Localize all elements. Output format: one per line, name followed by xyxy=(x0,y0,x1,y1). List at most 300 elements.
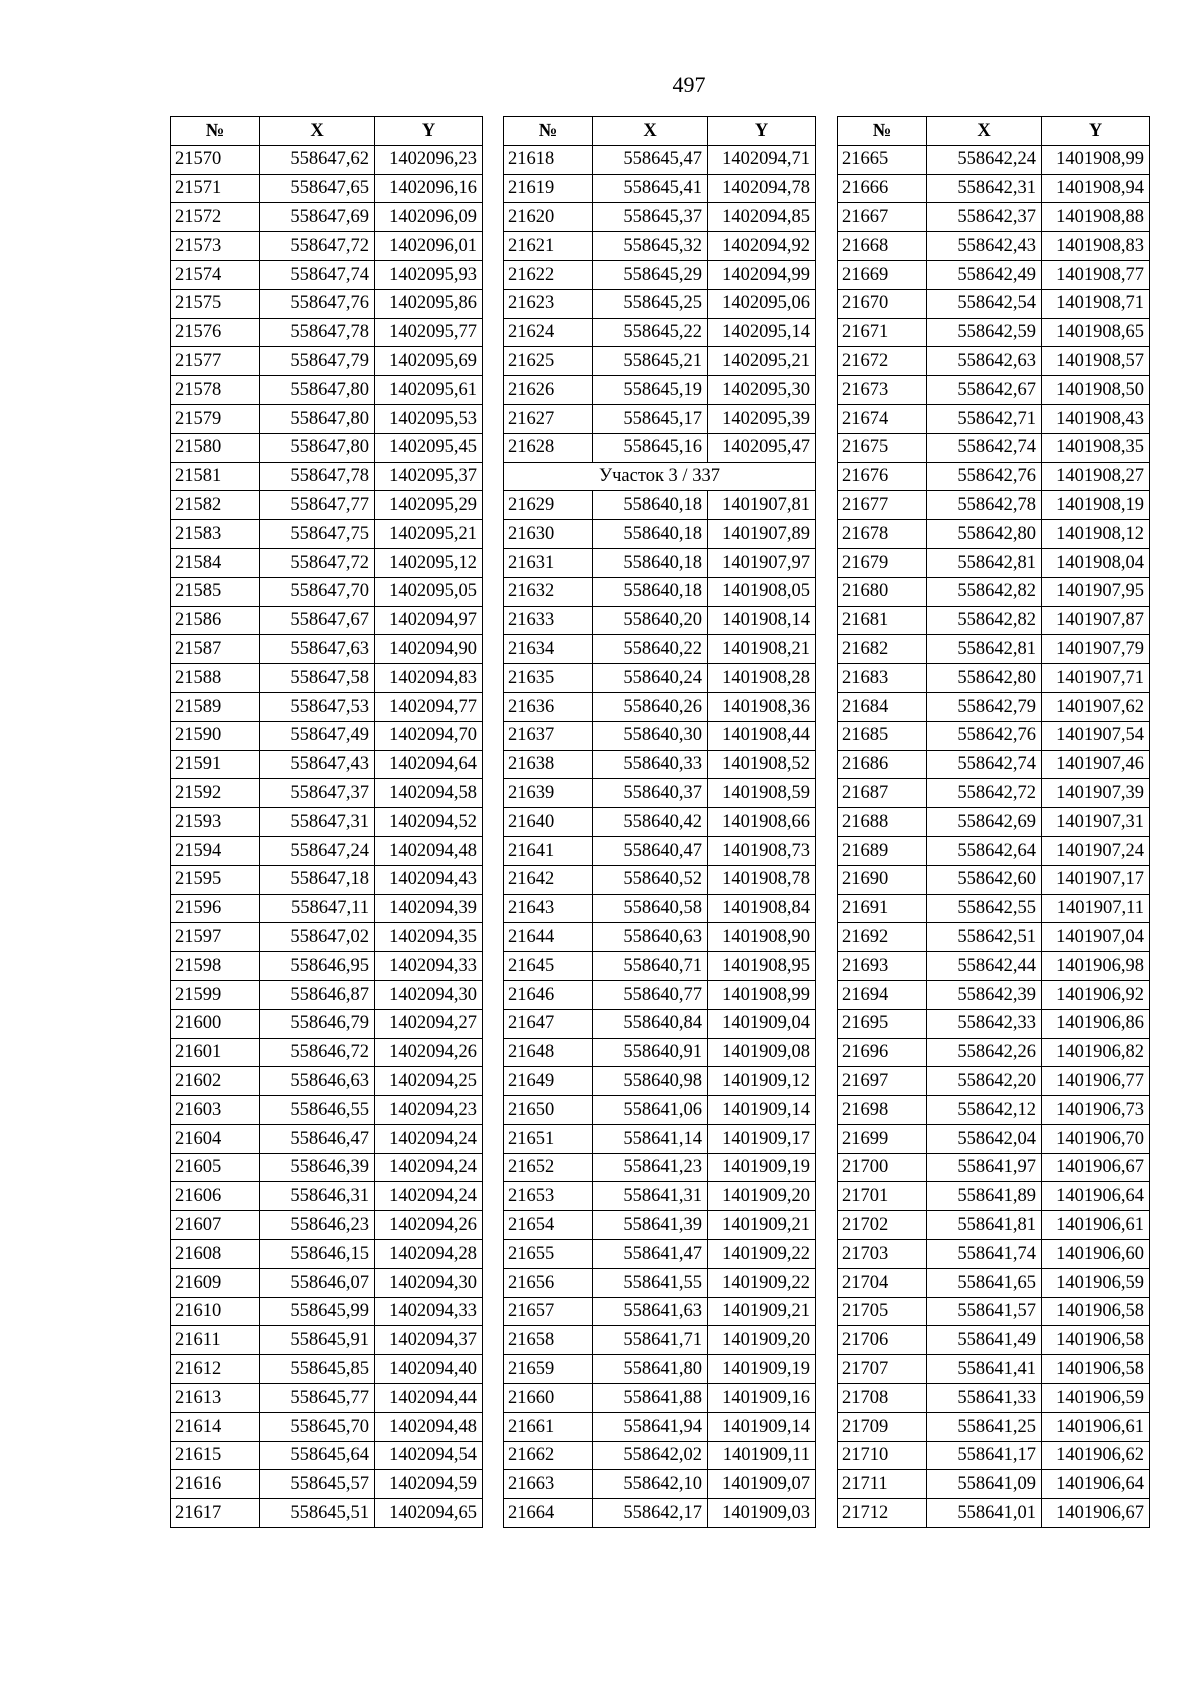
point-number-cell: 21613 xyxy=(171,1384,260,1413)
x-coordinate-cell: 558641,01 xyxy=(927,1499,1042,1528)
y-coordinate-cell: 1401908,35 xyxy=(1042,433,1150,462)
point-number-cell: 21605 xyxy=(171,1153,260,1182)
y-coordinate-cell: 1402094,43 xyxy=(375,865,483,894)
y-coordinate-cell: 1401908,77 xyxy=(1042,260,1150,289)
y-coordinate-cell: 1401907,17 xyxy=(1042,865,1150,894)
x-coordinate-cell: 558641,14 xyxy=(593,1124,708,1153)
y-coordinate-cell: 1402094,37 xyxy=(375,1326,483,1355)
table-row xyxy=(504,692,816,721)
point-number-cell: 21670 xyxy=(838,289,927,318)
table-row xyxy=(838,491,1150,520)
x-coordinate-cell: 558642,80 xyxy=(927,520,1042,549)
point-number-cell: 21677 xyxy=(838,491,927,520)
x-coordinate-cell: 558642,10 xyxy=(593,1470,708,1499)
point-number-cell: 21573 xyxy=(171,232,260,261)
x-coordinate-cell: 558647,58 xyxy=(260,664,375,693)
point-number-cell: 21680 xyxy=(838,577,927,606)
point-number-cell: 21647 xyxy=(504,1009,593,1038)
x-coordinate-cell: 558645,70 xyxy=(260,1412,375,1441)
x-coordinate-cell: 558646,79 xyxy=(260,1009,375,1038)
table-row xyxy=(171,577,483,606)
x-coordinate-cell: 558641,65 xyxy=(927,1268,1042,1297)
x-coordinate-cell: 558642,69 xyxy=(927,808,1042,837)
table-row xyxy=(504,1326,816,1355)
x-coordinate-cell: 558640,58 xyxy=(593,894,708,923)
point-number-cell: 21597 xyxy=(171,923,260,952)
point-number-cell: 21586 xyxy=(171,606,260,635)
table-row xyxy=(838,433,1150,462)
point-number-cell: 21697 xyxy=(838,1067,927,1096)
table-row xyxy=(171,491,483,520)
y-coordinate-cell: 1401908,21 xyxy=(708,635,816,664)
point-number-cell: 21634 xyxy=(504,635,593,664)
table-row xyxy=(838,520,1150,549)
y-coordinate-cell: 1402094,78 xyxy=(708,174,816,203)
x-coordinate-cell: 558640,18 xyxy=(593,491,708,520)
point-number-cell: 21696 xyxy=(838,1038,927,1067)
x-coordinate-cell: 558642,04 xyxy=(927,1124,1042,1153)
y-coordinate-cell: 1402096,23 xyxy=(375,145,483,174)
table-row xyxy=(171,289,483,318)
table-row xyxy=(171,145,483,174)
y-coordinate-cell: 1401908,14 xyxy=(708,606,816,635)
table-row xyxy=(504,174,816,203)
point-number-cell: 21645 xyxy=(504,952,593,981)
x-coordinate-cell: 558641,33 xyxy=(927,1384,1042,1413)
y-coordinate-cell: 1402094,30 xyxy=(375,980,483,1009)
table-row xyxy=(504,836,816,865)
point-number-cell: 21694 xyxy=(838,980,927,1009)
y-coordinate-cell: 1402094,59 xyxy=(375,1470,483,1499)
table-row xyxy=(171,779,483,808)
table-row xyxy=(838,980,1150,1009)
x-coordinate-cell: 558641,81 xyxy=(927,1211,1042,1240)
y-coordinate-cell: 1402094,71 xyxy=(708,145,816,174)
x-coordinate-cell: 558647,24 xyxy=(260,836,375,865)
x-coordinate-cell: 558647,49 xyxy=(260,721,375,750)
x-coordinate-cell: 558645,57 xyxy=(260,1470,375,1499)
header-row xyxy=(504,117,816,146)
header-row xyxy=(838,117,1150,146)
point-number-cell: 21669 xyxy=(838,260,927,289)
y-coordinate-cell: 1401907,79 xyxy=(1042,635,1150,664)
table-row xyxy=(838,779,1150,808)
x-coordinate-cell: 558642,24 xyxy=(927,145,1042,174)
table-row xyxy=(504,635,816,664)
table-row xyxy=(838,1470,1150,1499)
y-coordinate-cell: 1401908,19 xyxy=(1042,491,1150,520)
y-coordinate-cell: 1401909,08 xyxy=(708,1038,816,1067)
x-coordinate-cell: 558642,17 xyxy=(593,1499,708,1528)
page-number: 497 xyxy=(672,72,706,97)
y-coordinate-cell: 1401907,89 xyxy=(708,520,816,549)
y-coordinate-cell: 1402094,52 xyxy=(375,808,483,837)
table-row xyxy=(504,1067,816,1096)
y-coordinate-cell: 1402094,58 xyxy=(375,779,483,808)
table-row xyxy=(838,952,1150,981)
x-coordinate-cell: 558647,63 xyxy=(260,635,375,664)
y-coordinate-cell: 1401908,78 xyxy=(708,865,816,894)
x-coordinate-cell: 558640,18 xyxy=(593,520,708,549)
point-number-cell: 21664 xyxy=(504,1499,593,1528)
point-number-cell: 21574 xyxy=(171,260,260,289)
x-coordinate-cell: 558645,41 xyxy=(593,174,708,203)
x-coordinate-cell: 558642,81 xyxy=(927,548,1042,577)
point-number-cell: 21685 xyxy=(838,721,927,750)
point-number-cell: 21615 xyxy=(171,1441,260,1470)
y-coordinate-cell: 1401908,94 xyxy=(1042,174,1150,203)
x-coordinate-cell: 558645,29 xyxy=(593,260,708,289)
point-number-cell: 21708 xyxy=(838,1384,927,1413)
y-coordinate-cell: 1401909,17 xyxy=(708,1124,816,1153)
y-coordinate-cell: 1401907,54 xyxy=(1042,721,1150,750)
x-coordinate-cell: 558642,31 xyxy=(927,174,1042,203)
table-row xyxy=(504,376,816,405)
y-coordinate-cell: 1401908,84 xyxy=(708,894,816,923)
y-coordinate-cell: 1401908,66 xyxy=(708,808,816,837)
point-number-cell: 21625 xyxy=(504,347,593,376)
table-row xyxy=(838,1412,1150,1441)
table-row xyxy=(838,750,1150,779)
point-number-cell: 21699 xyxy=(838,1124,927,1153)
x-coordinate-cell: 558647,78 xyxy=(260,462,375,491)
point-number-cell: 21656 xyxy=(504,1268,593,1297)
x-coordinate-cell: 558642,82 xyxy=(927,606,1042,635)
y-coordinate-cell: 1401908,52 xyxy=(708,750,816,779)
y-coordinate-cell: 1401909,21 xyxy=(708,1211,816,1240)
y-coordinate-cell: 1402094,97 xyxy=(375,606,483,635)
point-number-cell: 21570 xyxy=(171,145,260,174)
table-row xyxy=(838,1297,1150,1326)
point-number-cell: 21674 xyxy=(838,404,927,433)
table-row xyxy=(838,1211,1150,1240)
table-row xyxy=(504,347,816,376)
point-number-cell: 21635 xyxy=(504,664,593,693)
point-number-cell: 21646 xyxy=(504,980,593,1009)
point-number-cell: 21651 xyxy=(504,1124,593,1153)
point-number-cell: 21703 xyxy=(838,1240,927,1269)
x-coordinate-cell: 558647,76 xyxy=(260,289,375,318)
x-coordinate-cell: 558642,76 xyxy=(927,462,1042,491)
point-number-cell: 21612 xyxy=(171,1355,260,1384)
y-coordinate-cell: 1401908,65 xyxy=(1042,318,1150,347)
table-row xyxy=(504,491,816,520)
table-row xyxy=(171,404,483,433)
x-coordinate-cell: 558642,54 xyxy=(927,289,1042,318)
y-coordinate-cell: 1402094,64 xyxy=(375,750,483,779)
table-row xyxy=(171,1412,483,1441)
point-number-cell: 21700 xyxy=(838,1153,927,1182)
y-coordinate-cell: 1401909,12 xyxy=(708,1067,816,1096)
x-coordinate-cell: 558645,37 xyxy=(593,203,708,232)
point-number-cell: 21639 xyxy=(504,779,593,808)
table-row xyxy=(171,232,483,261)
table-row xyxy=(171,923,483,952)
point-number-cell: 21684 xyxy=(838,692,927,721)
x-coordinate-cell: 558647,74 xyxy=(260,260,375,289)
point-number-cell: 21627 xyxy=(504,404,593,433)
y-coordinate-cell: 1401907,62 xyxy=(1042,692,1150,721)
table-row xyxy=(838,1124,1150,1153)
x-coordinate-cell: 558645,21 xyxy=(593,347,708,376)
x-coordinate-cell: 558642,33 xyxy=(927,1009,1042,1038)
x-coordinate-cell: 558646,87 xyxy=(260,980,375,1009)
x-coordinate-cell: 558640,71 xyxy=(593,952,708,981)
y-coordinate-cell: 1401907,11 xyxy=(1042,894,1150,923)
point-number-cell: 21602 xyxy=(171,1067,260,1096)
table-row xyxy=(171,433,483,462)
point-number-cell: 21672 xyxy=(838,347,927,376)
point-number-cell: 21610 xyxy=(171,1297,260,1326)
point-number-cell: 21575 xyxy=(171,289,260,318)
point-number-cell: 21658 xyxy=(504,1326,593,1355)
y-coordinate-cell: 1402095,21 xyxy=(375,520,483,549)
y-coordinate-cell: 1402094,44 xyxy=(375,1384,483,1413)
point-number-cell: 21695 xyxy=(838,1009,927,1038)
point-number-cell: 21679 xyxy=(838,548,927,577)
y-coordinate-cell: 1401909,14 xyxy=(708,1096,816,1125)
y-coordinate-cell: 1401908,90 xyxy=(708,923,816,952)
table-row xyxy=(171,1441,483,1470)
table-row xyxy=(171,808,483,837)
point-number-cell: 21668 xyxy=(838,232,927,261)
x-coordinate-cell: 558646,55 xyxy=(260,1096,375,1125)
y-coordinate-cell: 1402094,24 xyxy=(375,1153,483,1182)
point-number-cell: 21707 xyxy=(838,1355,927,1384)
header-y: Y xyxy=(708,117,816,146)
point-number-cell: 21631 xyxy=(504,548,593,577)
table-row xyxy=(504,1153,816,1182)
point-number-cell: 21599 xyxy=(171,980,260,1009)
table-row xyxy=(171,1038,483,1067)
x-coordinate-cell: 558641,06 xyxy=(593,1096,708,1125)
y-coordinate-cell: 1401909,22 xyxy=(708,1240,816,1269)
x-coordinate-cell: 558647,43 xyxy=(260,750,375,779)
point-number-cell: 21628 xyxy=(504,433,593,462)
table-row xyxy=(171,635,483,664)
point-number-cell: 21652 xyxy=(504,1153,593,1182)
y-coordinate-cell: 1402095,53 xyxy=(375,404,483,433)
x-coordinate-cell: 558641,89 xyxy=(927,1182,1042,1211)
table-row xyxy=(504,1096,816,1125)
table-row xyxy=(171,980,483,1009)
point-number-cell: 21626 xyxy=(504,376,593,405)
x-coordinate-cell: 558647,53 xyxy=(260,692,375,721)
point-number-cell: 21649 xyxy=(504,1067,593,1096)
x-coordinate-cell: 558642,76 xyxy=(927,721,1042,750)
y-coordinate-cell: 1401906,59 xyxy=(1042,1268,1150,1297)
table-row xyxy=(504,1384,816,1413)
x-coordinate-cell: 558640,18 xyxy=(593,577,708,606)
point-number-cell: 21692 xyxy=(838,923,927,952)
table-row xyxy=(838,635,1150,664)
table-row xyxy=(838,145,1150,174)
table-row xyxy=(171,664,483,693)
y-coordinate-cell: 1402095,30 xyxy=(708,376,816,405)
y-coordinate-cell: 1401908,73 xyxy=(708,836,816,865)
point-number-cell: 21629 xyxy=(504,491,593,520)
x-coordinate-cell: 558645,32 xyxy=(593,232,708,261)
x-coordinate-cell: 558642,26 xyxy=(927,1038,1042,1067)
y-coordinate-cell: 1401909,20 xyxy=(708,1182,816,1211)
x-coordinate-cell: 558640,37 xyxy=(593,779,708,808)
table-row xyxy=(504,606,816,635)
point-number-cell: 21617 xyxy=(171,1499,260,1528)
x-coordinate-cell: 558642,79 xyxy=(927,692,1042,721)
table-row xyxy=(838,1355,1150,1384)
point-number-cell: 21580 xyxy=(171,433,260,462)
table-row xyxy=(504,1441,816,1470)
x-coordinate-cell: 558645,51 xyxy=(260,1499,375,1528)
y-coordinate-cell: 1401907,87 xyxy=(1042,606,1150,635)
point-number-cell: 21638 xyxy=(504,750,593,779)
y-coordinate-cell: 1401909,14 xyxy=(708,1412,816,1441)
y-coordinate-cell: 1402095,86 xyxy=(375,289,483,318)
y-coordinate-cell: 1402095,21 xyxy=(708,347,816,376)
table-row xyxy=(838,721,1150,750)
table-row xyxy=(838,808,1150,837)
header-no: № xyxy=(838,117,927,146)
point-number-cell: 21657 xyxy=(504,1297,593,1326)
y-coordinate-cell: 1402094,83 xyxy=(375,664,483,693)
x-coordinate-cell: 558641,23 xyxy=(593,1153,708,1182)
point-number-cell: 21654 xyxy=(504,1211,593,1240)
x-coordinate-cell: 558645,99 xyxy=(260,1297,375,1326)
point-number-cell: 21686 xyxy=(838,750,927,779)
y-coordinate-cell: 1401909,19 xyxy=(708,1355,816,1384)
y-coordinate-cell: 1401909,20 xyxy=(708,1326,816,1355)
y-coordinate-cell: 1402094,26 xyxy=(375,1211,483,1240)
table-row xyxy=(504,1009,816,1038)
point-number-cell: 21702 xyxy=(838,1211,927,1240)
y-coordinate-cell: 1401906,58 xyxy=(1042,1355,1150,1384)
y-coordinate-cell: 1401907,31 xyxy=(1042,808,1150,837)
x-coordinate-cell: 558641,57 xyxy=(927,1297,1042,1326)
x-coordinate-cell: 558647,31 xyxy=(260,808,375,837)
x-coordinate-cell: 558640,18 xyxy=(593,548,708,577)
y-coordinate-cell: 1402094,24 xyxy=(375,1124,483,1153)
coordinates-table-1 xyxy=(170,116,483,1528)
table-row xyxy=(504,808,816,837)
table-row xyxy=(838,260,1150,289)
x-coordinate-cell: 558641,31 xyxy=(593,1182,708,1211)
point-number-cell: 21589 xyxy=(171,692,260,721)
table-row xyxy=(171,1470,483,1499)
table-row xyxy=(838,203,1150,232)
x-coordinate-cell: 558646,31 xyxy=(260,1182,375,1211)
x-coordinate-cell: 558647,78 xyxy=(260,318,375,347)
x-coordinate-cell: 558647,18 xyxy=(260,865,375,894)
y-coordinate-cell: 1402095,61 xyxy=(375,376,483,405)
x-coordinate-cell: 558640,47 xyxy=(593,836,708,865)
x-coordinate-cell: 558641,41 xyxy=(927,1355,1042,1384)
table-row xyxy=(838,347,1150,376)
table-row xyxy=(171,1240,483,1269)
y-coordinate-cell: 1401908,04 xyxy=(1042,548,1150,577)
y-coordinate-cell: 1402095,45 xyxy=(375,433,483,462)
table-row xyxy=(838,1240,1150,1269)
point-number-cell: 21659 xyxy=(504,1355,593,1384)
y-coordinate-cell: 1402094,99 xyxy=(708,260,816,289)
y-coordinate-cell: 1401906,64 xyxy=(1042,1470,1150,1499)
y-coordinate-cell: 1402094,23 xyxy=(375,1096,483,1125)
point-number-cell: 21581 xyxy=(171,462,260,491)
table-row xyxy=(504,865,816,894)
y-coordinate-cell: 1401906,64 xyxy=(1042,1182,1150,1211)
point-number-cell: 21572 xyxy=(171,203,260,232)
y-coordinate-cell: 1401908,99 xyxy=(708,980,816,1009)
point-number-cell: 21587 xyxy=(171,635,260,664)
table-row xyxy=(838,836,1150,865)
x-coordinate-cell: 558646,07 xyxy=(260,1268,375,1297)
y-coordinate-cell: 1402095,12 xyxy=(375,548,483,577)
table-row xyxy=(838,548,1150,577)
point-number-cell: 21642 xyxy=(504,865,593,894)
x-coordinate-cell: 558642,20 xyxy=(927,1067,1042,1096)
table-row xyxy=(171,260,483,289)
y-coordinate-cell: 1401906,98 xyxy=(1042,952,1150,981)
y-coordinate-cell: 1402095,93 xyxy=(375,260,483,289)
y-coordinate-cell: 1401908,05 xyxy=(708,577,816,606)
y-coordinate-cell: 1402095,05 xyxy=(375,577,483,606)
point-number-cell: 21614 xyxy=(171,1412,260,1441)
y-coordinate-cell: 1401906,86 xyxy=(1042,1009,1150,1038)
point-number-cell: 21660 xyxy=(504,1384,593,1413)
table-row xyxy=(838,1153,1150,1182)
point-number-cell: 21584 xyxy=(171,548,260,577)
x-coordinate-cell: 558641,25 xyxy=(927,1412,1042,1441)
x-coordinate-cell: 558642,02 xyxy=(593,1441,708,1470)
table-row xyxy=(171,1297,483,1326)
table-row xyxy=(171,1268,483,1297)
x-coordinate-cell: 558640,77 xyxy=(593,980,708,1009)
x-coordinate-cell: 558647,79 xyxy=(260,347,375,376)
point-number-cell: 21688 xyxy=(838,808,927,837)
x-coordinate-cell: 558641,74 xyxy=(927,1240,1042,1269)
table-row xyxy=(838,462,1150,491)
point-number-cell: 21691 xyxy=(838,894,927,923)
y-coordinate-cell: 1401909,16 xyxy=(708,1384,816,1413)
point-number-cell: 21598 xyxy=(171,952,260,981)
table-row xyxy=(504,404,816,433)
y-coordinate-cell: 1402094,33 xyxy=(375,1297,483,1326)
point-number-cell: 21705 xyxy=(838,1297,927,1326)
table-row xyxy=(838,1182,1150,1211)
point-number-cell: 21603 xyxy=(171,1096,260,1125)
table-row xyxy=(838,606,1150,635)
x-coordinate-cell: 558647,37 xyxy=(260,779,375,808)
point-number-cell: 21609 xyxy=(171,1268,260,1297)
header-row xyxy=(171,117,483,146)
header-x: X xyxy=(593,117,708,146)
table-row xyxy=(504,1211,816,1240)
table-row xyxy=(838,404,1150,433)
header-no: № xyxy=(504,117,593,146)
table-row xyxy=(171,1124,483,1153)
table-row xyxy=(838,1441,1150,1470)
point-number-cell: 21683 xyxy=(838,664,927,693)
table-row xyxy=(504,1297,816,1326)
point-number-cell: 21711 xyxy=(838,1470,927,1499)
x-coordinate-cell: 558647,80 xyxy=(260,404,375,433)
table-row xyxy=(171,1153,483,1182)
point-number-cell: 21681 xyxy=(838,606,927,635)
y-coordinate-cell: 1402095,69 xyxy=(375,347,483,376)
table-row xyxy=(504,203,816,232)
y-coordinate-cell: 1402094,90 xyxy=(375,635,483,664)
x-coordinate-cell: 558645,47 xyxy=(593,145,708,174)
table-row xyxy=(171,1326,483,1355)
